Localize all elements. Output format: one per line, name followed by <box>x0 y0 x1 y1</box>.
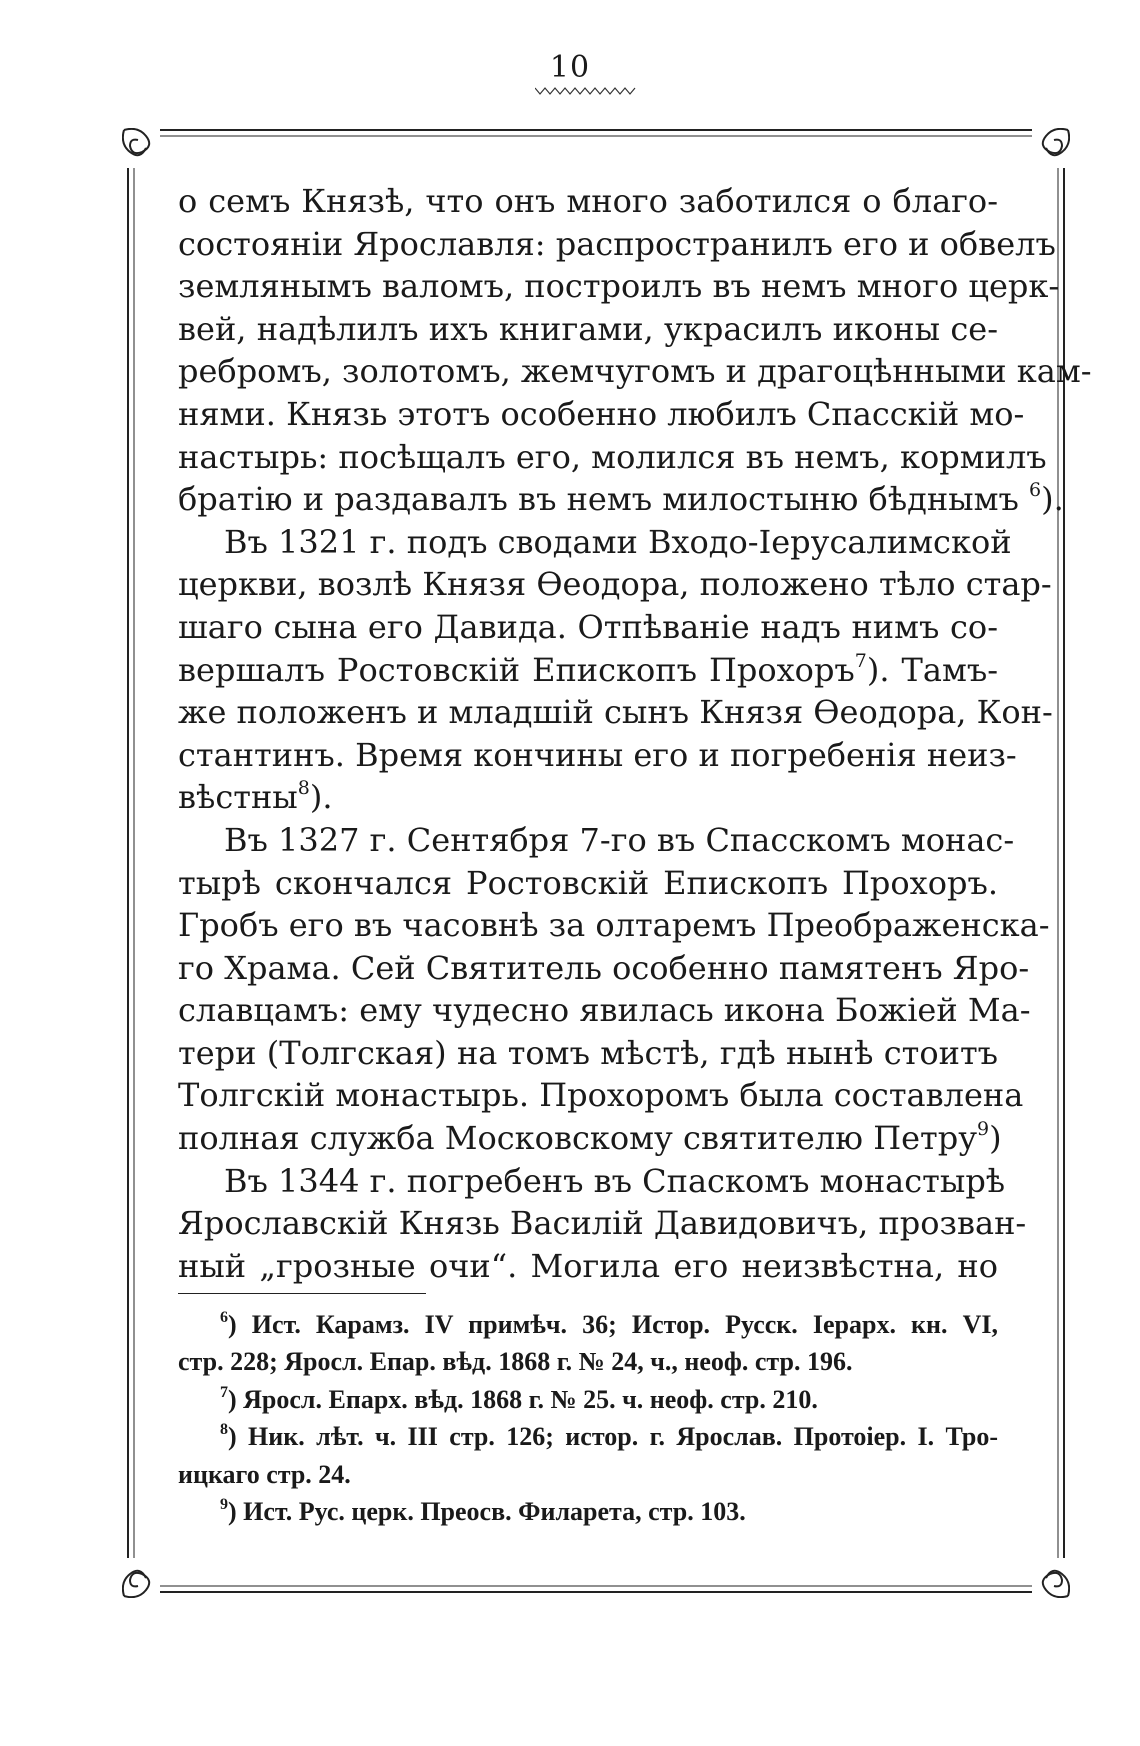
text-line: церкви, возлѣ Князя Өеодора, положено тѣло стар- <box>178 565 1052 604</box>
footnote-ref: 6 <box>1029 479 1042 502</box>
text-line: вѣстны$^8$). <box>178 777 333 817</box>
footnote-ref: 9 <box>977 1118 990 1141</box>
footnote-line: $^6$) Ист. Карамз. IV примѣч. 36; Истор. Русск. Iерарх. кн. VI, <box>220 1309 998 1339</box>
page-number-flourish <box>535 84 655 96</box>
text-line: шаго сына его Давида. Отпѣванiе надъ нимъ со- <box>178 607 998 646</box>
text-line: землянымъ валомъ, построилъ въ немъ много церк- <box>178 267 1060 306</box>
text-line: полная служба Московскому святителю Петру$^9$) <box>178 1118 1002 1158</box>
main-text <box>178 180 1092 1287</box>
text-line: ребромъ, золотомъ, жемчугомъ и драгоцѣнными кам- <box>178 352 1092 391</box>
text-line: состоянiи Ярославля: распространилъ его и обвелъ <box>178 224 1056 263</box>
text-line: вершалъ Ростовскiй Епископъ Прохоръ$^7$). Тамъ- <box>178 649 999 689</box>
text-line: стантинъ. Время кончины его и погребенiя неиз- <box>178 735 1017 774</box>
text-line: го Храма. Сей Святитель особенно памятенъ Яро- <box>178 948 1030 987</box>
text-line: тери (Толгская) на томъ мѣстѣ, гдѣ нынѣ стоитъ <box>178 1033 998 1072</box>
text-line: братiю и раздавалъ въ немъ милостыню бѣднымъ $^6$). <box>178 479 1064 519</box>
text-line: тырѣ скончался Ростовскiй Епископъ Прохоръ. <box>178 863 998 902</box>
footnote-line: $^9$) Ист. Рус. церк. Преосв. Филарета, стр. 103. <box>220 1495 746 1526</box>
footnote-line: $^8$) Ник. лѣт. ч. III стр. 126; истор. г. Ярослав. Протоiер. I. Тро- <box>220 1421 998 1452</box>
page-number: 10 <box>549 50 591 85</box>
footnotes <box>178 1306 998 1530</box>
text-line: нями. Князь этотъ особенно любилъ Спасскiй мо- <box>178 394 1025 433</box>
text-line: Въ 1321 г. подъ сводами Входо-Iерусалимской <box>224 522 1012 561</box>
text-line: о семъ Князѣ, что онъ много заботился о благо- <box>178 182 998 220</box>
text-line: вей, надѣлилъ ихъ книгами, украсилъ иконы се- <box>178 309 998 348</box>
footnote-ref: 7 <box>854 649 867 672</box>
text-line: Гробъ его въ часовнѣ за олтаремъ Преображенска- <box>178 906 1050 945</box>
footnote-ref: 8 <box>297 777 310 800</box>
text-line: Толгскiй монастырь. Прохоромъ была составлена <box>178 1076 1024 1115</box>
footnote-separator <box>178 1293 426 1294</box>
footnote-line: ицкаго стр. 24. <box>178 1459 351 1489</box>
text-line: славцамъ: ему чудесно явилась икона Божiей Ма- <box>178 991 1031 1030</box>
footnote-line: $^7$) Яросл. Епарх. вѣд. 1868 г. № 25. ч. неоф. стр. 210. <box>220 1383 818 1414</box>
text-line: же положенъ и младшiй сынъ Князя Өеодора, Кон- <box>178 693 1053 732</box>
text-line: Въ 1327 г. Сентября 7-го въ Спасскомъ монас- <box>224 820 1015 859</box>
text-line: Ярославскiй Князь Василiй Давидовичъ, прозван- <box>178 1204 1027 1243</box>
text-line: Въ 1344 г. погребенъ въ Спаскомъ монастырѣ <box>224 1161 1006 1200</box>
footnote-line: стр. 228; Яросл. Епар. вѣд. 1868 г. № 24, ч., неоф. стр. 196. <box>178 1347 853 1377</box>
text-line: ный „грозные очи“. Могила его неизвѣстна, но <box>178 1246 998 1285</box>
text-line: настырь: посѣщалъ его, молился въ немъ, кормилъ <box>178 437 1047 476</box>
